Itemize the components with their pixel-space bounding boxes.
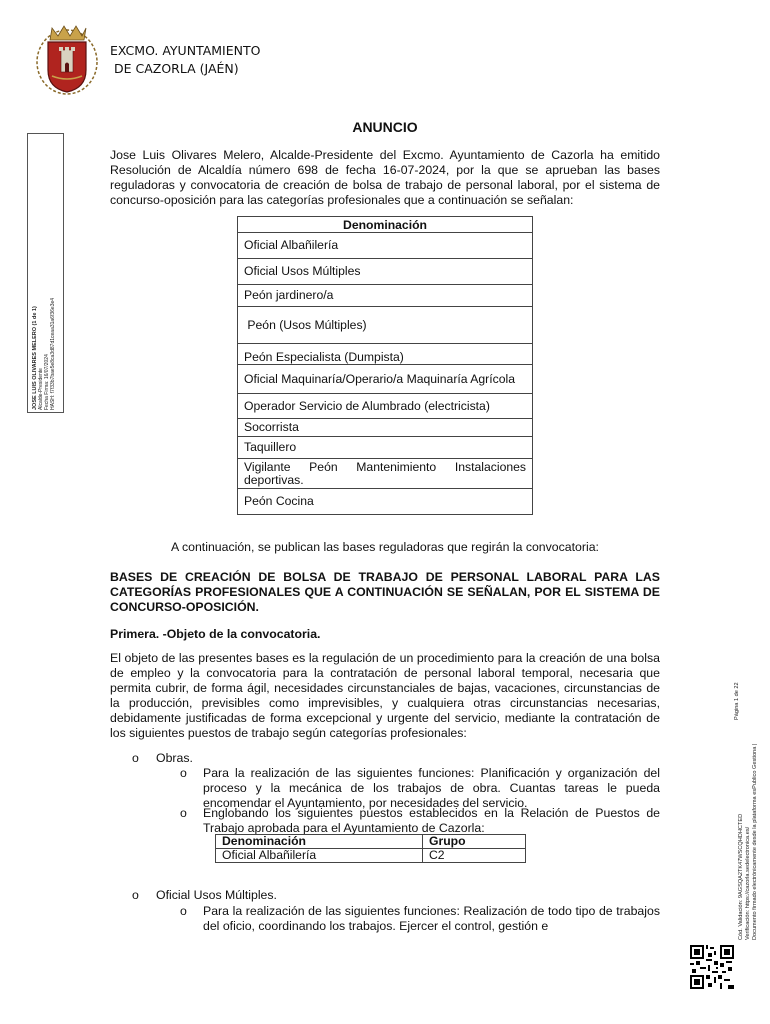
sub-bullet: o — [180, 904, 187, 918]
table-cell: Oficial Albañilería — [216, 849, 423, 863]
verification-text — [738, 620, 759, 940]
intro-paragraph: Jose Luis Olivares Melero, Alcalde-Presidente del Excmo. Ayuntamiento de Cazorla ha emitido Resolución de Alcaldía número 698 de fecha 16-07-2024, por la que se aprueban las bases reguladoras y convocatoria de creación de bolsa de trabajo de personal laboral, por el sistema de concurso-oposición para las categorías profesionales que a continuación se señalan: — [110, 148, 660, 207]
primera-heading: Primera. -Objeto de la convocatoria. — [110, 627, 321, 641]
coat-of-arms-icon — [34, 22, 100, 96]
table-row: Peón jardinero/a — [238, 285, 533, 307]
table-row: Operador Servicio de Alumbrado (electricista) — [238, 394, 533, 419]
obras-positions-table — [215, 834, 526, 863]
organization-name — [110, 42, 260, 78]
table-cell: C2 — [423, 849, 526, 863]
table-row: Vigilante Peón Mantenimiento Instalaciones deportivas. — [238, 459, 533, 489]
verification-code: Cód. Validación: 9AGSQA2TK47WSCQHDHCTED — [738, 813, 744, 940]
table-row: Peón (Usos Múltiples) — [238, 307, 533, 344]
page-number: Página 1 de 22 — [734, 682, 740, 720]
continuation-text: A continuación, se publican las bases reguladoras que regirán la convocatoria: — [171, 540, 599, 554]
org-line-1: EXCMO. AYUNTAMIENTO — [110, 43, 261, 58]
table-row: Oficial Albañilería — [238, 233, 533, 259]
signer-role: Alcalde-Presidente — [38, 368, 44, 410]
table-row: Oficial Usos Múltiples — [238, 259, 533, 285]
org-line-2: DE CAZORLA (JAÉN) — [114, 61, 239, 76]
qr-code-icon — [690, 945, 734, 989]
categories-table — [237, 216, 533, 515]
table-row: Taquillero — [238, 437, 533, 459]
table-row: Peón Especialista (Dumpista) — [238, 344, 533, 365]
table-row: Peón Cocina — [238, 489, 533, 515]
list-bullet: o — [132, 888, 139, 902]
verification-url: Verificación: https://cazorla.sedelectronica.es/ — [745, 826, 751, 940]
signature-text — [32, 140, 56, 410]
bases-heading: BASES DE CREACIÓN DE BOLSA DE TRABAJO DE PERSONAL LABORAL PARA LAS CATEGORÍAS PROFESIONALES QUE A CONTINUACIÓN SE SEÑALAN, POR EL SISTEMA DE CONCURSO-OPOSICIÓN. — [110, 570, 660, 614]
signature-date: Fecha Firma: 16/07/2024 — [44, 354, 50, 410]
table-row: Socorrista — [238, 419, 533, 437]
signer-name: JOSE LUIS OLIVARES MELERO (1 de 1) — [32, 306, 38, 410]
signature-box — [27, 133, 64, 413]
page-title: ANUNCIO — [352, 119, 418, 135]
table-header: Grupo — [423, 835, 526, 849]
table-header: Denominación — [216, 835, 423, 849]
primera-body: El objeto de las presentes bases es la regulación de un procedimiento para la creación de una bolsa de empleo y la convocatoria para la contratación de personal laboral temporal, necesaria que permita cubrir, de forma ágil, necesidades circunstanciales de bajas, vacaciones, circunstancias de la producción, previsibles como imprevisibles, y cualquiera otras circunstancias necesarias, debidamente justificadas de forma excepcional y urgente del servicio, mediante la contratación de los siguientes puestos de trabajo según categorías profesionales: — [110, 651, 660, 740]
table-header: Denominación — [238, 217, 533, 233]
obras-positions: Englobando los siguientes puestos establecidos en la Relación de Puestos de Trabajo aprobada para el Ayuntamiento de Cazorla: — [203, 806, 660, 835]
list-item-usos-multiples: Oficial Usos Múltiples. — [156, 888, 277, 902]
verification-platform: Documento firmado electrónicamente desde la plataforma esPublico Gestiona | — [752, 743, 758, 940]
sub-bullet: o — [180, 766, 187, 780]
sub-bullet: o — [180, 806, 187, 820]
list-bullet: o — [132, 751, 139, 765]
list-item-obras: Obras. — [156, 751, 193, 765]
table-row: Oficial Maquinaría/Operario/a Maquinaría Agrícola — [238, 365, 533, 394]
obras-functions: Para la realización de las siguientes funciones: Planificación y organización del proceso y la mecánica de los trabajos de obra. Cuantas tareas le pueda encomendar el Ayuntamiento, por necesidades del servicio. — [203, 766, 660, 810]
signature-hash: HASH: f7f33b7bae5e8ca3d87d1ceaa31a6f36e3e4 — [50, 297, 56, 410]
usos-functions: Para la realización de las siguientes funciones: Realización de todo tipo de trabajos del oficio, coordinando los trabajos. Ejercer el control, gestión e — [203, 904, 660, 933]
